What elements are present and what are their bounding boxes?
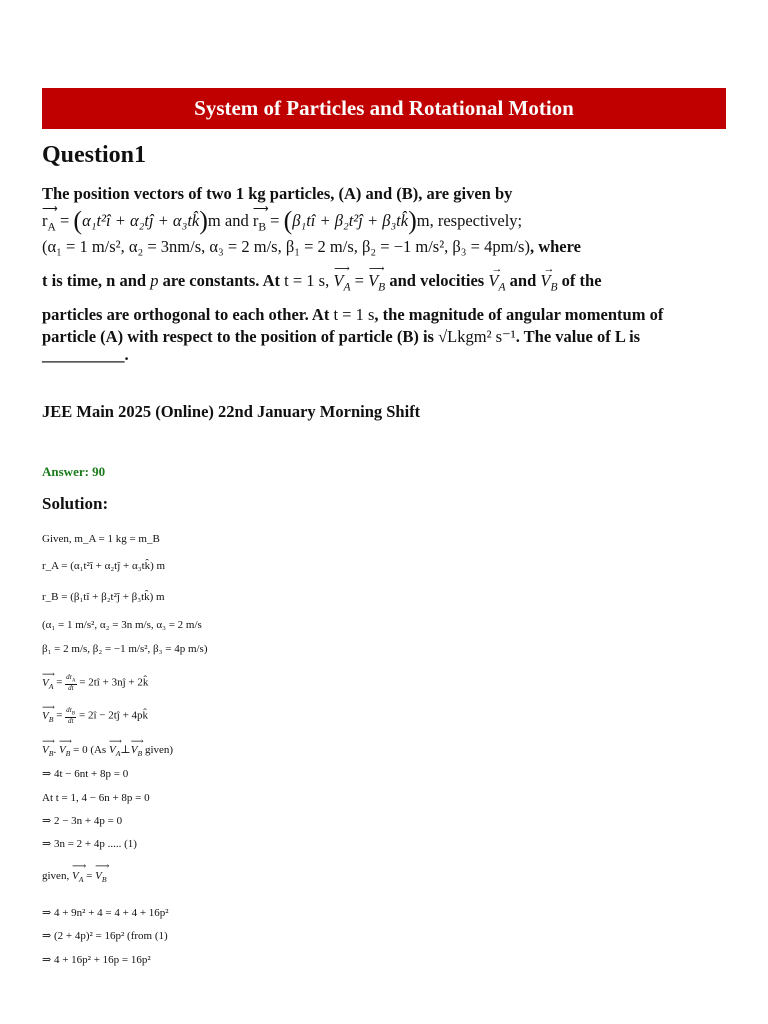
solution-line: r_B = (β₁tî + β₂t²ĵ + β₃tk̂) m [42, 591, 165, 603]
solution-line: ⟶ $V_B$. ⟶ $V_B = 0$ (As ⟶ $V_A\perp$ ⟶ $V_B$ given) [42, 736, 174, 759]
solution-line: ⇒ (2 + 4p)² = 16p² (from (1) [42, 930, 168, 942]
solution-line: ⟶ $V_A$ = $\frac{dr_A}{dt}$ = 2tî + 3nĵ + 2k̂ [42, 668, 149, 693]
vector-VA: ⟶ $V_A$ [333, 263, 351, 294]
solution-heading: Solution: [42, 494, 109, 513]
answer-label: Answer: 90 [42, 464, 106, 479]
solution-line: r_A = (α₁t²î + α₂tĵ + α₃tk̂) m [42, 560, 166, 572]
vector-rA: ⟶ $r_A$ [42, 203, 58, 234]
solution-line: At t = 1, 4 − 6n + 8p = 0 [42, 792, 150, 804]
question-line-3: (α₁ = 1 m/s², α₂ = 3nm/s, α₃ = 2 m/s, β₁ = 2 m/s, β₂ = −1 m/s², β₃ = 4pm/s), where [42, 237, 581, 256]
solution-line: (α₁ = 1 m/s², α₂ = 3n m/s, α₃ = 2 m/s [42, 619, 202, 631]
answer-blank: __________. [42, 345, 129, 364]
vector-VB: ⟶ $V_B$ [368, 263, 386, 294]
question-line-4: t is time, n and p are constants. At t = 1 s, ⟶ $V_A$ = ⟶ $V_B$ and velocities → $V_A$ and → $V_B$ of the [42, 263, 602, 294]
solution-line: Given, m_A = 1 kg = m_B [42, 533, 160, 545]
solution-line: given, ⟶ $V_A$ = ⟶ $V_B$ [42, 861, 110, 885]
question-line-5: particles are orthogonal to each other. At t = 1 s, the magnitude of angular momentum of [42, 305, 664, 324]
solution-line: ⇒ 4 + 16p² + 16p = 16p² [42, 954, 151, 966]
solution-line: ⇒ 2 − 3n + 4p = 0 [42, 815, 123, 827]
question-line-1: The position vectors of two 1 kg particles, (A) and (B), are given by [42, 184, 513, 203]
solution-line: ⇒ 3n = 2 + 4p ..... (1) [42, 838, 137, 850]
chapter-banner [42, 88, 726, 129]
solution-line: ⟶ $V_B$ = $\frac{dr_B}{dt}$ = 2î − 2tĵ + 4pk̂ [42, 701, 149, 726]
question-line-2: ⟶ $r_A$ = (α₁t²î + α₂tĵ + α₃tk̂)m and ⟶ $r_B$ = (β₁tî + β₂t²ĵ + β₃tk̂)m, respectively; [42, 203, 523, 235]
exam-source: JEE Main 2025 (Online) 22nd January Morning Shift [42, 402, 421, 421]
question-line-6: particle (A) with respect to the position of particle (B) is √Lkgm² s⁻¹. The value of L is [42, 327, 641, 346]
question-title: Question1 [42, 142, 147, 168]
chapter-title: System of Particles and Rotational Motion [194, 96, 574, 120]
solution-line: ⇒ 4t − 6nt + 8p = 0 [42, 768, 129, 780]
solution-line: β₁ = 2 m/s, β₂ = −1 m/s², β₃ = 4p m/s) [42, 643, 208, 655]
solution-line: ⇒ 4 + 9n² + 4 = 4 + 4 + 16p² [42, 907, 169, 919]
vector-rB: ⟶ $r_B$ [252, 203, 269, 234]
